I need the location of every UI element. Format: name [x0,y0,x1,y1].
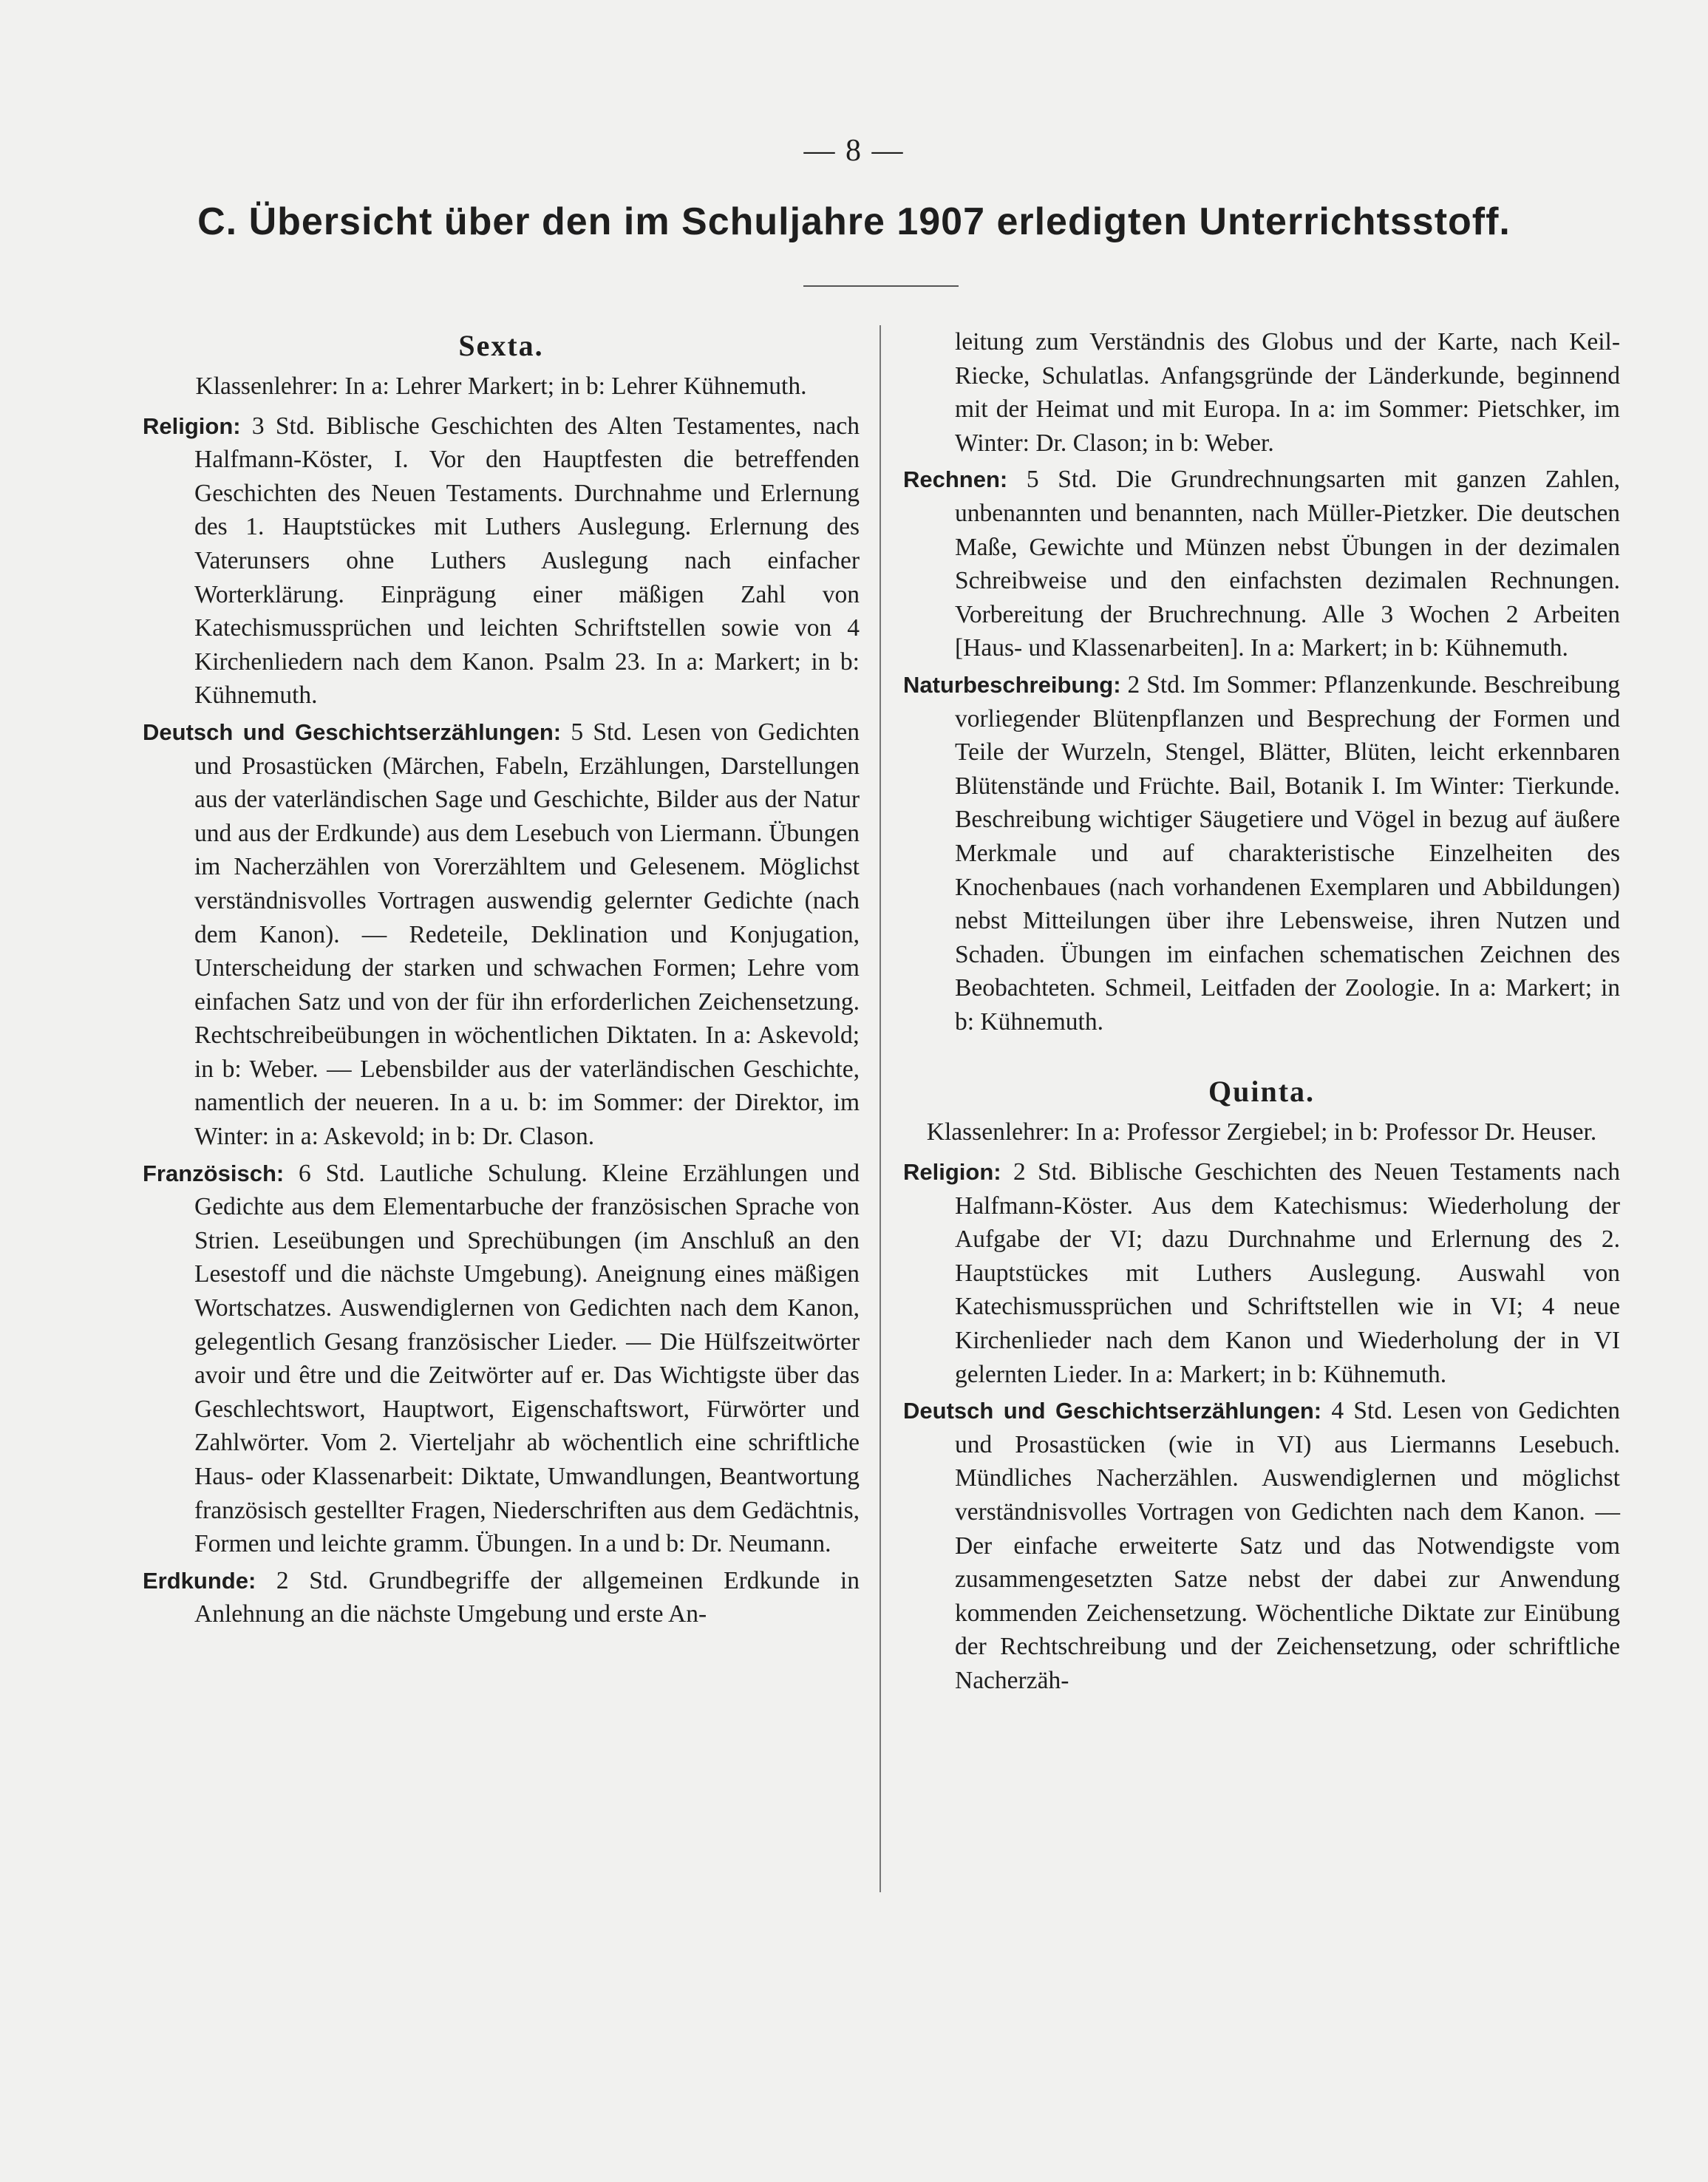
section-rechnen-sexta [903,463,1620,665]
subject-label: Deutsch und Geschichtserzählungen: [143,718,562,745]
section-text: 2 Std. Im Sommer: Pflanzenkunde. Beschreibung vorliegender Blütenpflanzen und Besprechung der Formen und Teile der Wurzeln, Stengel, Blätter, Blüten, leicht erkennbaren Blütenstände und Früchte. Bail, Botanik I. Im Winter: Tierkunde. Beschreibung wichtiger Säugetiere und Vögel in bezug auf äußere Merkmale und auf charakteristische Einzelheiten des Knochenbaues (nach vorhandenen Exemplaren und Abbildungen) nebst Mitteilungen über ihre Lebensweise, ihren Nutzen und Schaden. Übungen im einfachen schematischen Zeichnen des Beobachteten. Schmeil, Leitfaden der Zoologie. In a: Markert; in b: Kühnemuth. [955,670,1620,1036]
column-divider [879,325,881,1892]
section-text: 5 Std. Lesen von Gedichten und Prosastücken (Märchen, Fabeln, Erzählungen, Darstellungen aus der vaterländischen Sage und Geschichte, Bilder aus der Natur und aus der Erdkunde) aus dem Lesebuch von Liermann. Übungen im Nacherzählen von Vorerzähltem und Gelesenem. Möglichst verständnisvolles Vortragen auswendig gelernter Gedichte (nach dem Kanon). — Redeteile, Deklination und Konjugation, Unterscheidung der starken und schwachen Formen; Lehre vom einfachen Satz und von der für ihn erforderlichen Zeichensetzung. Rechtschreibeübungen in wöchentlichen Diktaten. In a: Askevold; in b: Weber. — Lebensbilder aus der vaterländischen Geschichte, namentlich der neueren. In a u. b: im Sommer: der Direktor, im Winter: in a: Askevold; in b: Dr. Clason. [194,718,860,1151]
subject-label: Rechnen: [903,466,1008,493]
section-text: 6 Std. Lautliche Schulung. Kleine Erzählungen und Gedichte aus dem Elementarbuche der französischen Sprache von Strien. Leseübungen und Sprechübungen (im Anschluß an den Lesestoff und die nächste Umgebung). Aneignung eines mäßigen Wortschatzes. Auswendiglernen von Gedichten nach dem Kanon, gelegentlich Gesang französischer Lieder. — Die Hülfszeitwörter avoir und être und die Zeitwörter auf er. Das Wichtigste über das Geschlechtswort, Hauptwort, Eigenschaftswort, Fürwörter und Zahlwörter. Vom 2. Vierteljahr ab wöchentlich eine schriftliche Haus- oder Klassenarbeit: Diktate, Umwandlungen, Beantwortung französisch gestellter Fragen, Niederschriften aus dem Gedächtnis, Formen und leichte gramm. Übungen. In a und b: Dr. Neumann. [194,1159,860,1558]
title-rule [803,285,959,287]
page-title: C. Übersicht über den im Schuljahre 1907 erledigten Unterrichtsstoff. [197,200,1511,243]
section-text: 2 Std. Grundbegriffe der allgemeinen Erdkunde in Anlehnung an die nächste Umgebung und erste An- [194,1566,860,1628]
section-text: 3 Std. Biblische Geschichten des Alten Testamentes, nach Halfmann-Köster, I. Vor den Hauptfesten die betreffenden Geschichten des Neuen Testaments. Durchnahme und Erlernung des 1. Hauptstückes mit Luthers Auslegung. Erlernung des Vaterunsers ohne Luthers Auslegung nach einfacher Worterklärung. Einprägung einer mäßigen Zahl von Katechismussprüchen und leichten Schriftstellen sowie von 4 Kirchenliedern nach dem Kanon. Psalm 23. In a: Markert; in b: Kühnemuth. [194,412,860,710]
section-religion-sexta [143,409,860,713]
section-deutsch-sexta [143,716,860,1154]
subject-label: Religion: [143,412,241,439]
section-erdkunde-sexta [143,1564,860,1631]
section-naturbeschreibung-sexta [903,668,1620,1039]
subject-label: Religion: [903,1159,1001,1186]
left-column [143,325,860,1634]
subject-label: Naturbeschreibung: [903,671,1121,698]
subject-label: Erdkunde: [143,1567,256,1594]
class-heading-quinta: Quinta. [1208,1075,1316,1109]
class-heading-sexta: Sexta. [458,329,544,362]
section-deutsch-quinta [903,1394,1620,1697]
class-teacher-sexta: Klassenlehrer: In a: Lehrer Markert; in b: Lehrer Kühnemuth. [195,373,807,400]
section-franzoesisch-sexta [143,1157,860,1561]
section-text: 5 Std. Die Grundrechnungsarten mit ganzen Zahlen, unbenannten und benannten, nach Müller-Pietzker. Die deutschen Maße, Gewichte und Münzen nebst Übungen in der dezimalen Schreibweise und den einfachsten dezimalen Rechnungen. Vorbereitung der Bruchrechnung. Alle 3 Wochen 2 Arbeiten [Haus- und Klassenarbeiten]. In a: Markert; in b: Kühnemuth. [955,466,1621,662]
section-text: 2 Std. Biblische Geschichten des Neuen Testaments nach Halfmann-Köster. Aus dem Katechismus: Wiederholung der Aufgabe der VI; dazu Durchnahme und Erlernung des 2. Hauptstückes mit Luthers Auslegung. Auswahl von Katechismussprüchen und Schriftstellen wie in VI; 4 neue Kirchenlieder nach dem Kanon und Wiederholung der in VI gelernten Lieder. In a: Markert; in b: Kühnemuth. [955,1158,1621,1388]
class-teacher-quinta: Klassenlehrer: In a: Professor Zergiebel; in b: Professor Dr. Heuser. [926,1118,1597,1146]
subject-label: Französisch: [143,1160,285,1186]
section-religion-quinta [903,1155,1620,1391]
right-column [903,325,1620,1701]
page-number: — 8 — [803,134,905,168]
section-erdkunde-continuation: leitung zum Verständnis des Globus und der Karte, nach Keil-Riecke, Schulatlas. Anfangsgründe der Länderkunde, beginnend mit der Heimat und mit Europa. In a: im Sommer: Pietschker, im Winter: Dr. Clason; in b: Weber. [955,328,1620,457]
section-text: 4 Std. Lesen von Gedichten und Prosastücken (wie in VI) aus Liermanns Lesebuch. Mündliches Nacherzählen. Auswendiglernen und möglichst verständnisvolles Vortragen von Gedichten nach dem Kanon. — Der einfache erweiterte Satz und das Notwendigste vom zusammengesetzten Satze nebst der dabei zur Anwendung kommenden Zeichensetzung. Wöchentliche Diktate zur Einübung der Rechtschreibung und der Zeichensetzung, oder schriftliche Nacherzäh- [955,1397,1621,1694]
subject-label: Deutsch und Geschichtserzählungen: [903,1398,1322,1424]
